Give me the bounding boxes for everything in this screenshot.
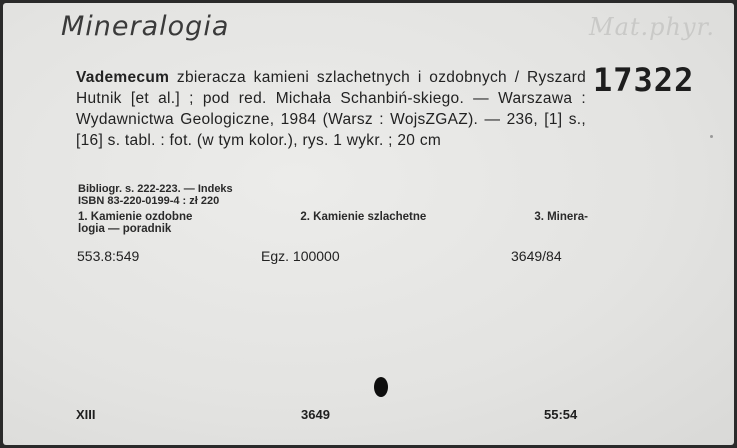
entry-title-lead: Vademecum: [76, 69, 170, 86]
footer-left-code: XIII: [76, 407, 96, 422]
record-number: 3649/84: [511, 248, 562, 264]
subject-heading-3: 3. Minera-: [534, 211, 588, 223]
handwritten-subject-title: Mineralogia: [61, 11, 230, 42]
accession-number: 17322: [593, 61, 695, 99]
footer-right-code: 55:54: [544, 407, 578, 422]
subject-heading-1: 1. Kamienie ozdobne: [78, 211, 193, 223]
subject-heading-continuation: logia — poradnik: [78, 223, 172, 235]
subject-heading-2: 2. Kamienie szlachetne: [300, 211, 427, 223]
entry-description: zbieracza kamieni szlachetnych i ozdobnych / Ryszard Hutnik [et al.] ; pod red. Michała Schanbiń-skiego. — Warszawa : Wydawnictwa Geologiczne, 1984 (Warsz : WojsZGAZ). — 236, [1] s., [16] s. tabl. : fot. (w tym kolor.), rys. 1 wykr. ; 20 cm: [76, 69, 586, 149]
classification-number: 553.8:549: [77, 248, 140, 264]
footer-center-code: 3649: [301, 407, 330, 422]
faint-pencil-note: Mat.phyr.: [589, 13, 715, 41]
ink-speck: [710, 135, 713, 138]
punch-hole: [374, 377, 388, 397]
bibliography-note: Bibliogr. s. 222-223. — Indeks: [78, 183, 233, 195]
bibliographic-entry: [76, 67, 586, 151]
catalog-card: [3, 3, 734, 445]
isbn-note: ISBN 83-220-0199-4 : zł 220: [78, 195, 220, 207]
subject-headings: [78, 211, 588, 235]
copies-count: Egz. 100000: [261, 248, 340, 264]
